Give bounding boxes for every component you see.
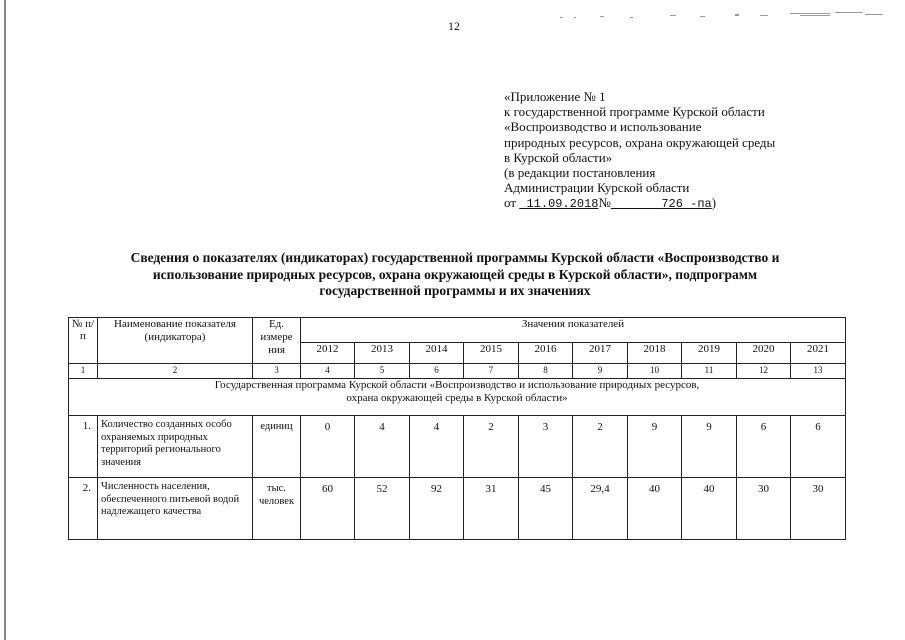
value-cell: 2	[464, 416, 519, 478]
header-year: 2015	[464, 343, 519, 364]
value-cell: 52	[355, 478, 410, 540]
appendix-block	[504, 89, 775, 213]
header-year: 2013	[355, 343, 410, 364]
index-cell: 13	[791, 364, 846, 379]
title-line: Сведения о показателях (индикаторах) государственной программы Курской области «Воспроизводство и	[130, 250, 780, 265]
header-num: № п/п	[69, 318, 98, 364]
value-cell: 4	[355, 416, 410, 478]
value-cell: 40	[628, 478, 682, 540]
row-unit: единиц	[253, 416, 301, 478]
section-title	[69, 379, 846, 416]
header-name: Наименование показателя (индикатора)	[98, 318, 253, 364]
index-cell: 10	[628, 364, 682, 379]
index-cell: 9	[573, 364, 628, 379]
index-cell: 5	[355, 364, 410, 379]
value-cell: 2	[573, 416, 628, 478]
document-title	[60, 250, 850, 300]
header-unit: Ед. измере ния	[253, 318, 301, 364]
index-cell: 6	[410, 364, 464, 379]
header-year: 2019	[682, 343, 737, 364]
index-cell: 2	[98, 364, 253, 379]
value-cell: 6	[737, 416, 791, 478]
table-row	[69, 416, 846, 478]
value-cell: 92	[410, 478, 464, 540]
date-prefix: от	[504, 195, 517, 211]
value-cell: 40	[682, 478, 737, 540]
index-cell: 1	[69, 364, 98, 379]
value-cell: 3	[519, 416, 573, 478]
header-year: 2017	[573, 343, 628, 364]
scan-artifact	[560, 10, 890, 24]
resolution-number: 726 -па	[661, 197, 712, 212]
table-row	[69, 478, 846, 540]
number-sign: №	[598, 195, 611, 211]
appendix-line: (в редакции постановления	[504, 165, 656, 181]
appendix-line: в Курской области»	[504, 149, 613, 165]
header-year: 2018	[628, 343, 682, 364]
header-year: 2012	[301, 343, 355, 364]
closing-paren: )	[711, 195, 717, 211]
value-cell: 30	[737, 478, 791, 540]
appendix-line: «Воспроизводство и использование	[504, 119, 702, 135]
appendix-line: «Приложение № 1	[504, 89, 606, 104]
value-cell: 29,4	[573, 478, 628, 540]
appendix-line: природных ресурсов, охрана окружающей среды	[504, 134, 776, 150]
value-cell: 30	[791, 478, 846, 540]
row-num: 2.	[69, 478, 98, 540]
index-cell: 11	[682, 364, 737, 379]
resolution-date: 11.09.2018	[526, 197, 599, 212]
row-unit: тыс. человек	[253, 478, 301, 540]
value-cell: 9	[682, 416, 737, 478]
row-name: Количество созданных особо охраняемых природных территорий регионального значения	[98, 416, 253, 478]
appendix-date-line	[504, 195, 775, 212]
row-name: Численность населения, обеспеченного питьевой водой надлежащего качества	[98, 478, 253, 540]
index-cell: 7	[464, 364, 519, 379]
appendix-line: к государственной программе Курской области	[504, 104, 765, 120]
value-cell: 0	[301, 416, 355, 478]
index-cell: 4	[301, 364, 355, 379]
title-line: государственной программы и их значениях	[319, 283, 591, 298]
indicators-table	[68, 317, 846, 540]
index-cell: 3	[253, 364, 301, 379]
header-year: 2021	[791, 343, 846, 364]
appendix-line: Администрации Курской области	[504, 180, 690, 196]
value-cell: 31	[464, 478, 519, 540]
header-year: 2016	[519, 343, 573, 364]
row-num: 1.	[69, 416, 98, 478]
index-cell: 12	[737, 364, 791, 379]
value-cell: 60	[301, 478, 355, 540]
value-cell: 4	[410, 416, 464, 478]
index-cell: 8	[519, 364, 573, 379]
header-year: 2014	[410, 343, 464, 364]
section-title-line: Государственная программа Курской области «Воспроизводство и использование природных ресурсов,	[214, 379, 700, 391]
title-line: использование природных ресурсов, охрана окружающей среды в Курской области», подпрограмм	[152, 266, 758, 282]
value-cell: 9	[628, 416, 682, 478]
page-number: 12	[448, 19, 460, 33]
section-title-line: охрана окружающей среды в Курской области»	[346, 392, 568, 404]
value-cell: 6	[791, 416, 846, 478]
header-year: 2020	[737, 343, 791, 364]
value-cell: 45	[519, 478, 573, 540]
scan-left-edge	[4, 0, 6, 640]
header-values-group: Значения показателей	[301, 318, 846, 343]
